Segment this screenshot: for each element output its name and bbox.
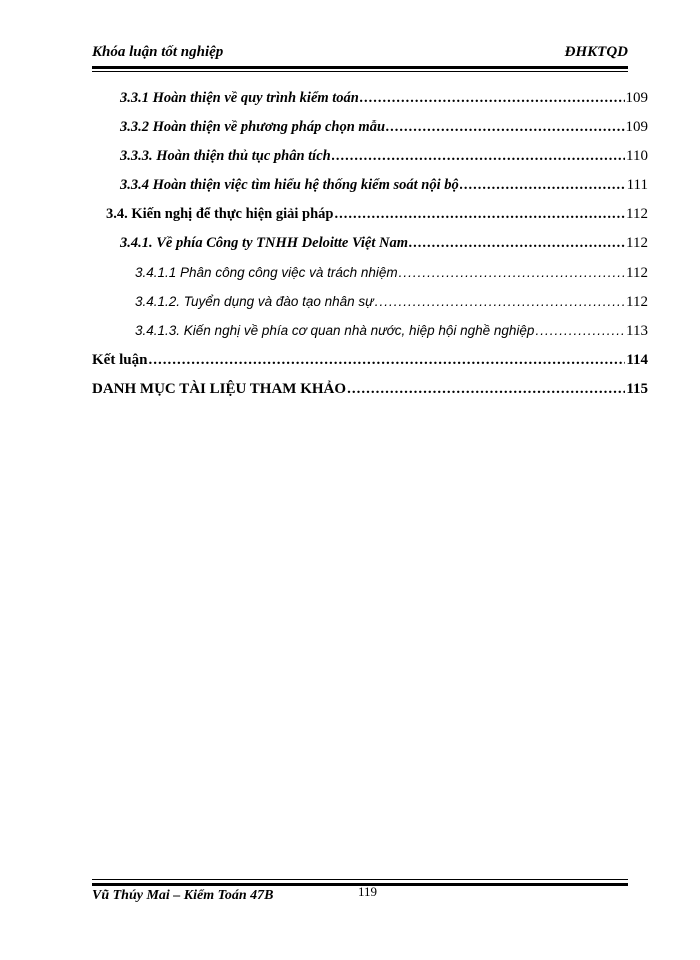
toc-entry-page: 109 [625,119,648,135]
toc-entry-3-3-2[interactable] [120,119,648,139]
toc-entry-page: 114 [626,352,648,368]
toc-entry-3-4-1-1[interactable] [135,265,648,285]
toc-leader-dots [360,90,625,107]
footer-author: Vũ Thúy Mai – Kiểm Toán 47B [92,888,274,903]
toc-entry-page: 115 [626,381,648,397]
toc-leader-dots [375,294,625,309]
toc-entry-label: 3.3.1 Hoàn thiện về quy trình kiểm toán [120,90,359,106]
toc-entry-label: 3.3.3. Hoàn thiện thủ tục phân tích [120,148,331,164]
toc-entry-label: DANH MỤC TÀI LIỆU THAM KHẢO [92,381,347,397]
toc-entry-page: 109 [625,90,648,106]
toc-entry-page: 112 [626,294,648,310]
toc-entry-page: 112 [626,206,648,222]
toc-entry-3-4-1-2[interactable] [135,294,648,314]
toc-leader-dots [332,148,625,165]
toc-leader-dots [399,265,625,280]
toc-leader-dots [347,381,625,398]
toc-leader-dots [460,177,626,194]
toc-entry-3-4[interactable] [106,206,648,226]
toc-entry-3-4-1[interactable] [120,235,648,255]
toc-entry-page: 113 [626,323,648,339]
toc-entry-label: 3.4.1.3. Kiến nghị về phía cơ quan nhà nước, hiệp hội nghề nghiệp [135,323,535,338]
toc-entry-page: 110 [626,148,648,164]
toc-entry-label: 3.4.1.1 Phân công công việc và trách nhiệm [135,265,398,280]
toc-entry-label: 3.3.4 Hoàn thiện việc tìm hiểu hệ thống kiểm soát nội bộ [120,177,459,193]
header-thesis-title: Khóa luận tốt nghiệp [92,44,224,60]
header-university: ĐHKTQD [564,44,628,60]
toc-entry-page: 112 [626,265,648,281]
footer-rule-thin [92,879,628,880]
toc-leader-dots [334,206,625,223]
footer-page-number: 119 [358,884,378,899]
toc-entry-label: 3.4.1. Về phía Công ty TNHH Deloitte Việt Nam [120,235,408,251]
toc-entry-3-3-3[interactable] [120,148,648,168]
toc-entry-references[interactable] [92,381,648,401]
toc-entry-label: 3.4. Kiến nghị để thực hiện giải pháp [106,206,334,222]
toc-entry-label: Kết luận [92,352,148,368]
toc-leader-dots [148,352,625,369]
toc-entry-label: 3.4.1.2. Tuyển dụng và đào tạo nhân sự [135,294,374,309]
toc-entry-page: 111 [626,177,648,193]
toc-entry-conclusion[interactable] [92,352,648,372]
toc-entry-label: 3.3.2 Hoàn thiện về phương pháp chọn mẫu [120,119,386,135]
toc-entry-3-4-1-3[interactable] [135,323,648,343]
toc-entry-3-3-1[interactable] [120,90,648,110]
toc-entry-3-3-4[interactable] [120,177,648,197]
toc-leader-dots [409,235,625,252]
toc-leader-dots [386,119,624,136]
toc-leader-dots [535,323,625,338]
toc-entry-page: 112 [626,235,648,251]
